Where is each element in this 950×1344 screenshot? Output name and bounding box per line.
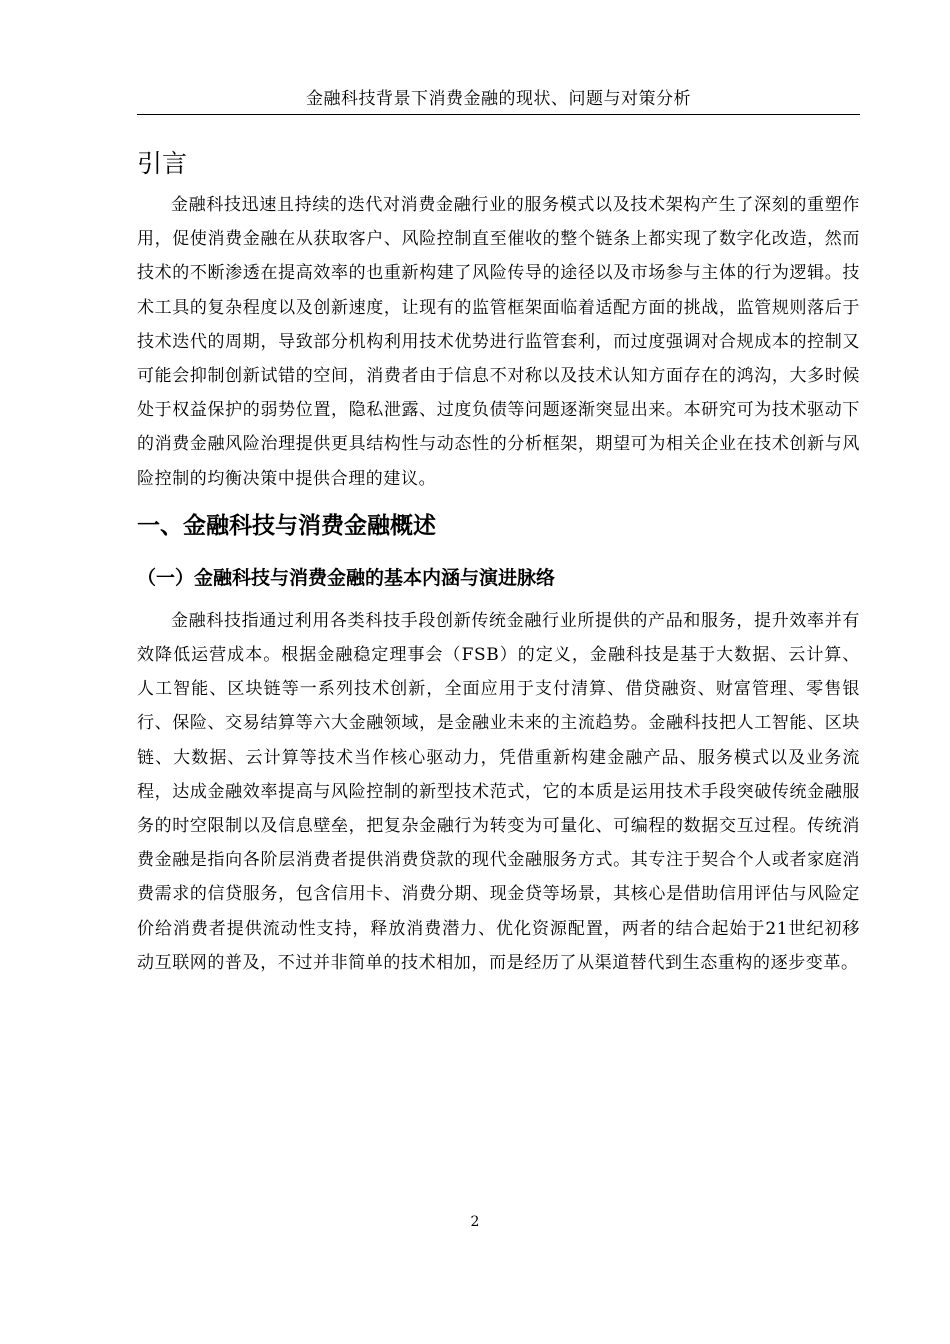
intro-paragraph: 金融科技迅速且持续的迭代对消费金融行业的服务模式以及技术架构产生了深刻的重塑作用，促使消费金融在从获取客户、风险控制直至催收的整个链条上都实现了数字化改造，然而技术的不断渗透在提高效率的也重新构建了风险传导的途径以及市场参与主体的行为逻辑。技术工具的复杂程度以及创新速度，让现有的监管框架面临着适配方面的挑战，监管规则落后于技术迭代的周期，导致部分机构利用技术优势进行监管套利，而过度强调对合规成本的控制又可能会抑制创新试错的空间，消费者由于信息不对称以及技术认知方面存在的鸿沟，大多时候处于权益保护的弱势位置，隐私泄露、过度负债等问题逐渐突显出来。本研究可为技术驱动下的消费金融风险治理提供更具结构性与动态性的分析框架，期望可为相关企业在技术创新与风险控制的均衡决策中提供合理的建议。 <box>137 195 860 489</box>
running-header: 金融科技背景下消费金融的现状、问题与对策分析 <box>306 89 691 109</box>
intro-heading: 引言 <box>137 149 188 178</box>
section-heading: （一）金融科技与消费金融的基本内涵与演进脉络 <box>137 566 556 589</box>
section-paragraph: 金融科技指通过利用各类科技手段创新传统金融行业所提供的产品和服务，提升效率并有效降低运营成本。根据金融稳定理事会（FSB）的定义，金融科技是基于大数据、云计算、人工智能、区块链等一系列技术创新，全面应用于支付清算、借贷融资、财富管理、零售银行、保险、交易结算等六大金融领域，是金融业未来的主流趋势。金融科技把人工智能、区块链、大数据、云计算等技术当作核心驱动力，凭借重新构建金融产品、服务模式以及业务流程，达成金融效率提高与风险控制的新型技术范式，它的本质是运用技术手段突破传统金融服务的时空限制以及信息壁垒，把复杂金融行为转变为可量化、可编程的数据交互过程。传统消费金融是指向各阶层消费者提供消费贷款的现代金融服务方式。其专注于契合个人或者家庭消费需求的信贷服务，包含信用卡、消费分期、现金贷等场景，其核心是借助信用评估与风险定价给消费者提供流动性支持，释放消费潜力、优化资源配置，两者的结合起始于21世纪初移动互联网的普及，不过并非简单的技术相加，而是经历了从渠道替代到生态重构的逐步变革。 <box>137 610 860 973</box>
page-number: 2 <box>470 1214 480 1230</box>
header-rule <box>137 114 860 115</box>
chapter-heading: 一、金融科技与消费金融概述 <box>137 512 436 539</box>
page-body <box>137 140 860 980</box>
